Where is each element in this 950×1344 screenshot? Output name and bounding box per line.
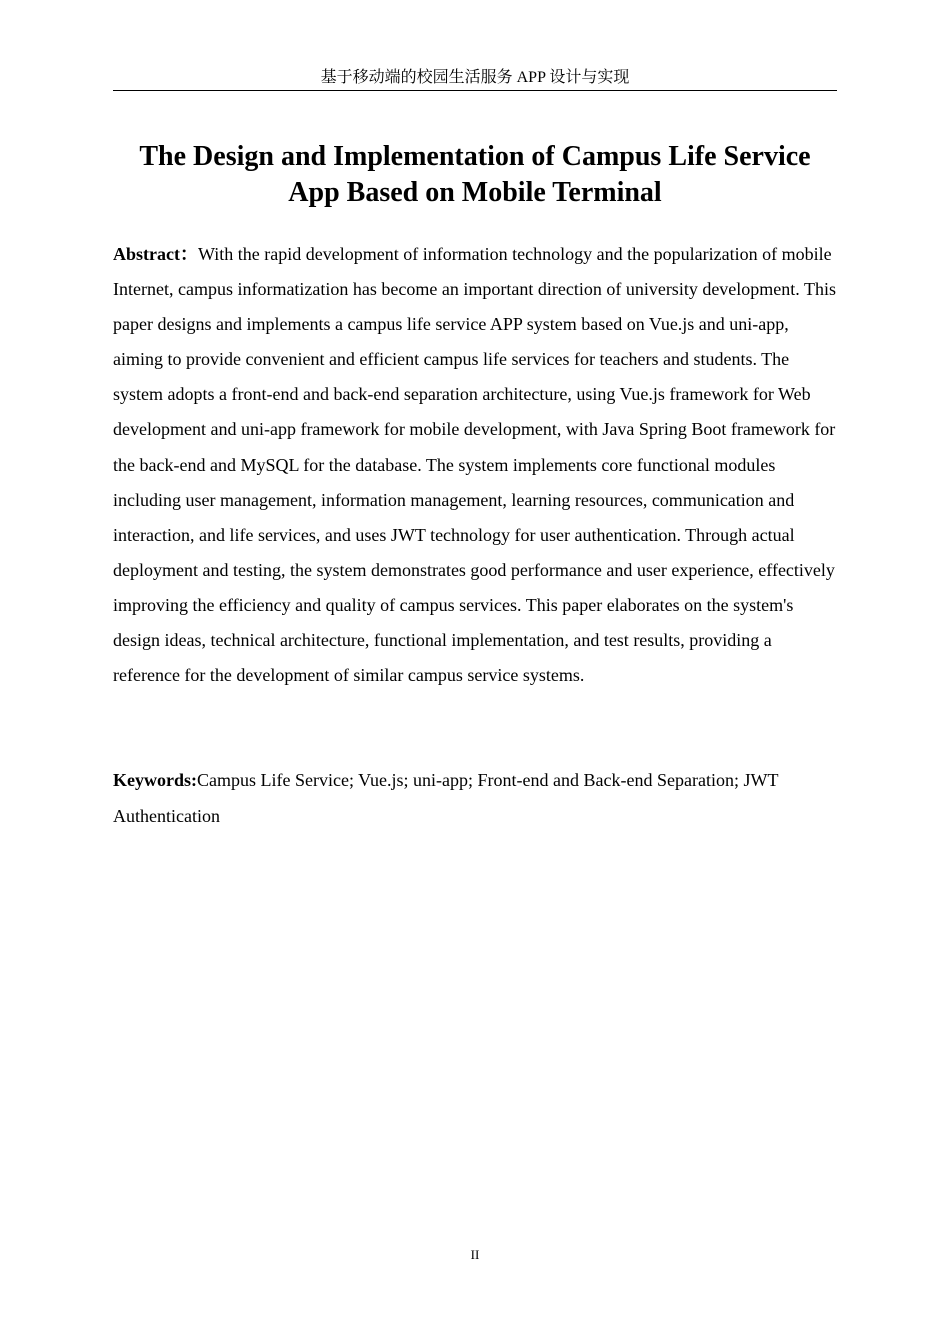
running-header — [113, 66, 837, 91]
page-number: II — [470, 1247, 480, 1262]
paper-title-line-2: App Based on Mobile Terminal — [288, 177, 662, 208]
keywords-label: Keywords: — [113, 770, 197, 790]
paper-title — [113, 139, 837, 211]
abstract-label: Abstract： — [113, 244, 198, 264]
abstract-body: With the rapid development of information technology and the popularization of mobile Internet, campus informatization has become an important direction of university development. This paper designs and implements a campus life service APP system based on Vue.js and uni-app, aiming to provide convenient and efficient campus life services for teachers and students. The system adopts a front-end and back-end separation architecture, using Vue.js framework for Web development and uni-app framework for mobile development, with Java Spring Boot framework for the back-end and MySQL for the database. The system implements core functional modules including user management, information management, learning resources, communication and interaction, and life services, and uses JWT technology for user authentication. Through actual deployment and testing, the system demonstrates good performance and user experience, effectively improving the efficiency and quality of campus services. This paper elaborates on the system's design ideas, technical architecture, functional implementation, and test results, providing a reference for the development of similar campus service systems. — [113, 244, 836, 686]
paper-title-line-1: The Design and Implementation of Campus Life Service — [139, 141, 811, 172]
abstract-paragraph — [113, 237, 837, 693]
keywords-paragraph — [113, 763, 837, 834]
running-header-title: 基于移动端的校园生活服务 APP 设计与实现 — [320, 69, 630, 86]
keywords-list: Campus Life Service; Vue.js; uni-app; Front-end and Back-end Separation; JWT Authentication — [113, 770, 779, 826]
